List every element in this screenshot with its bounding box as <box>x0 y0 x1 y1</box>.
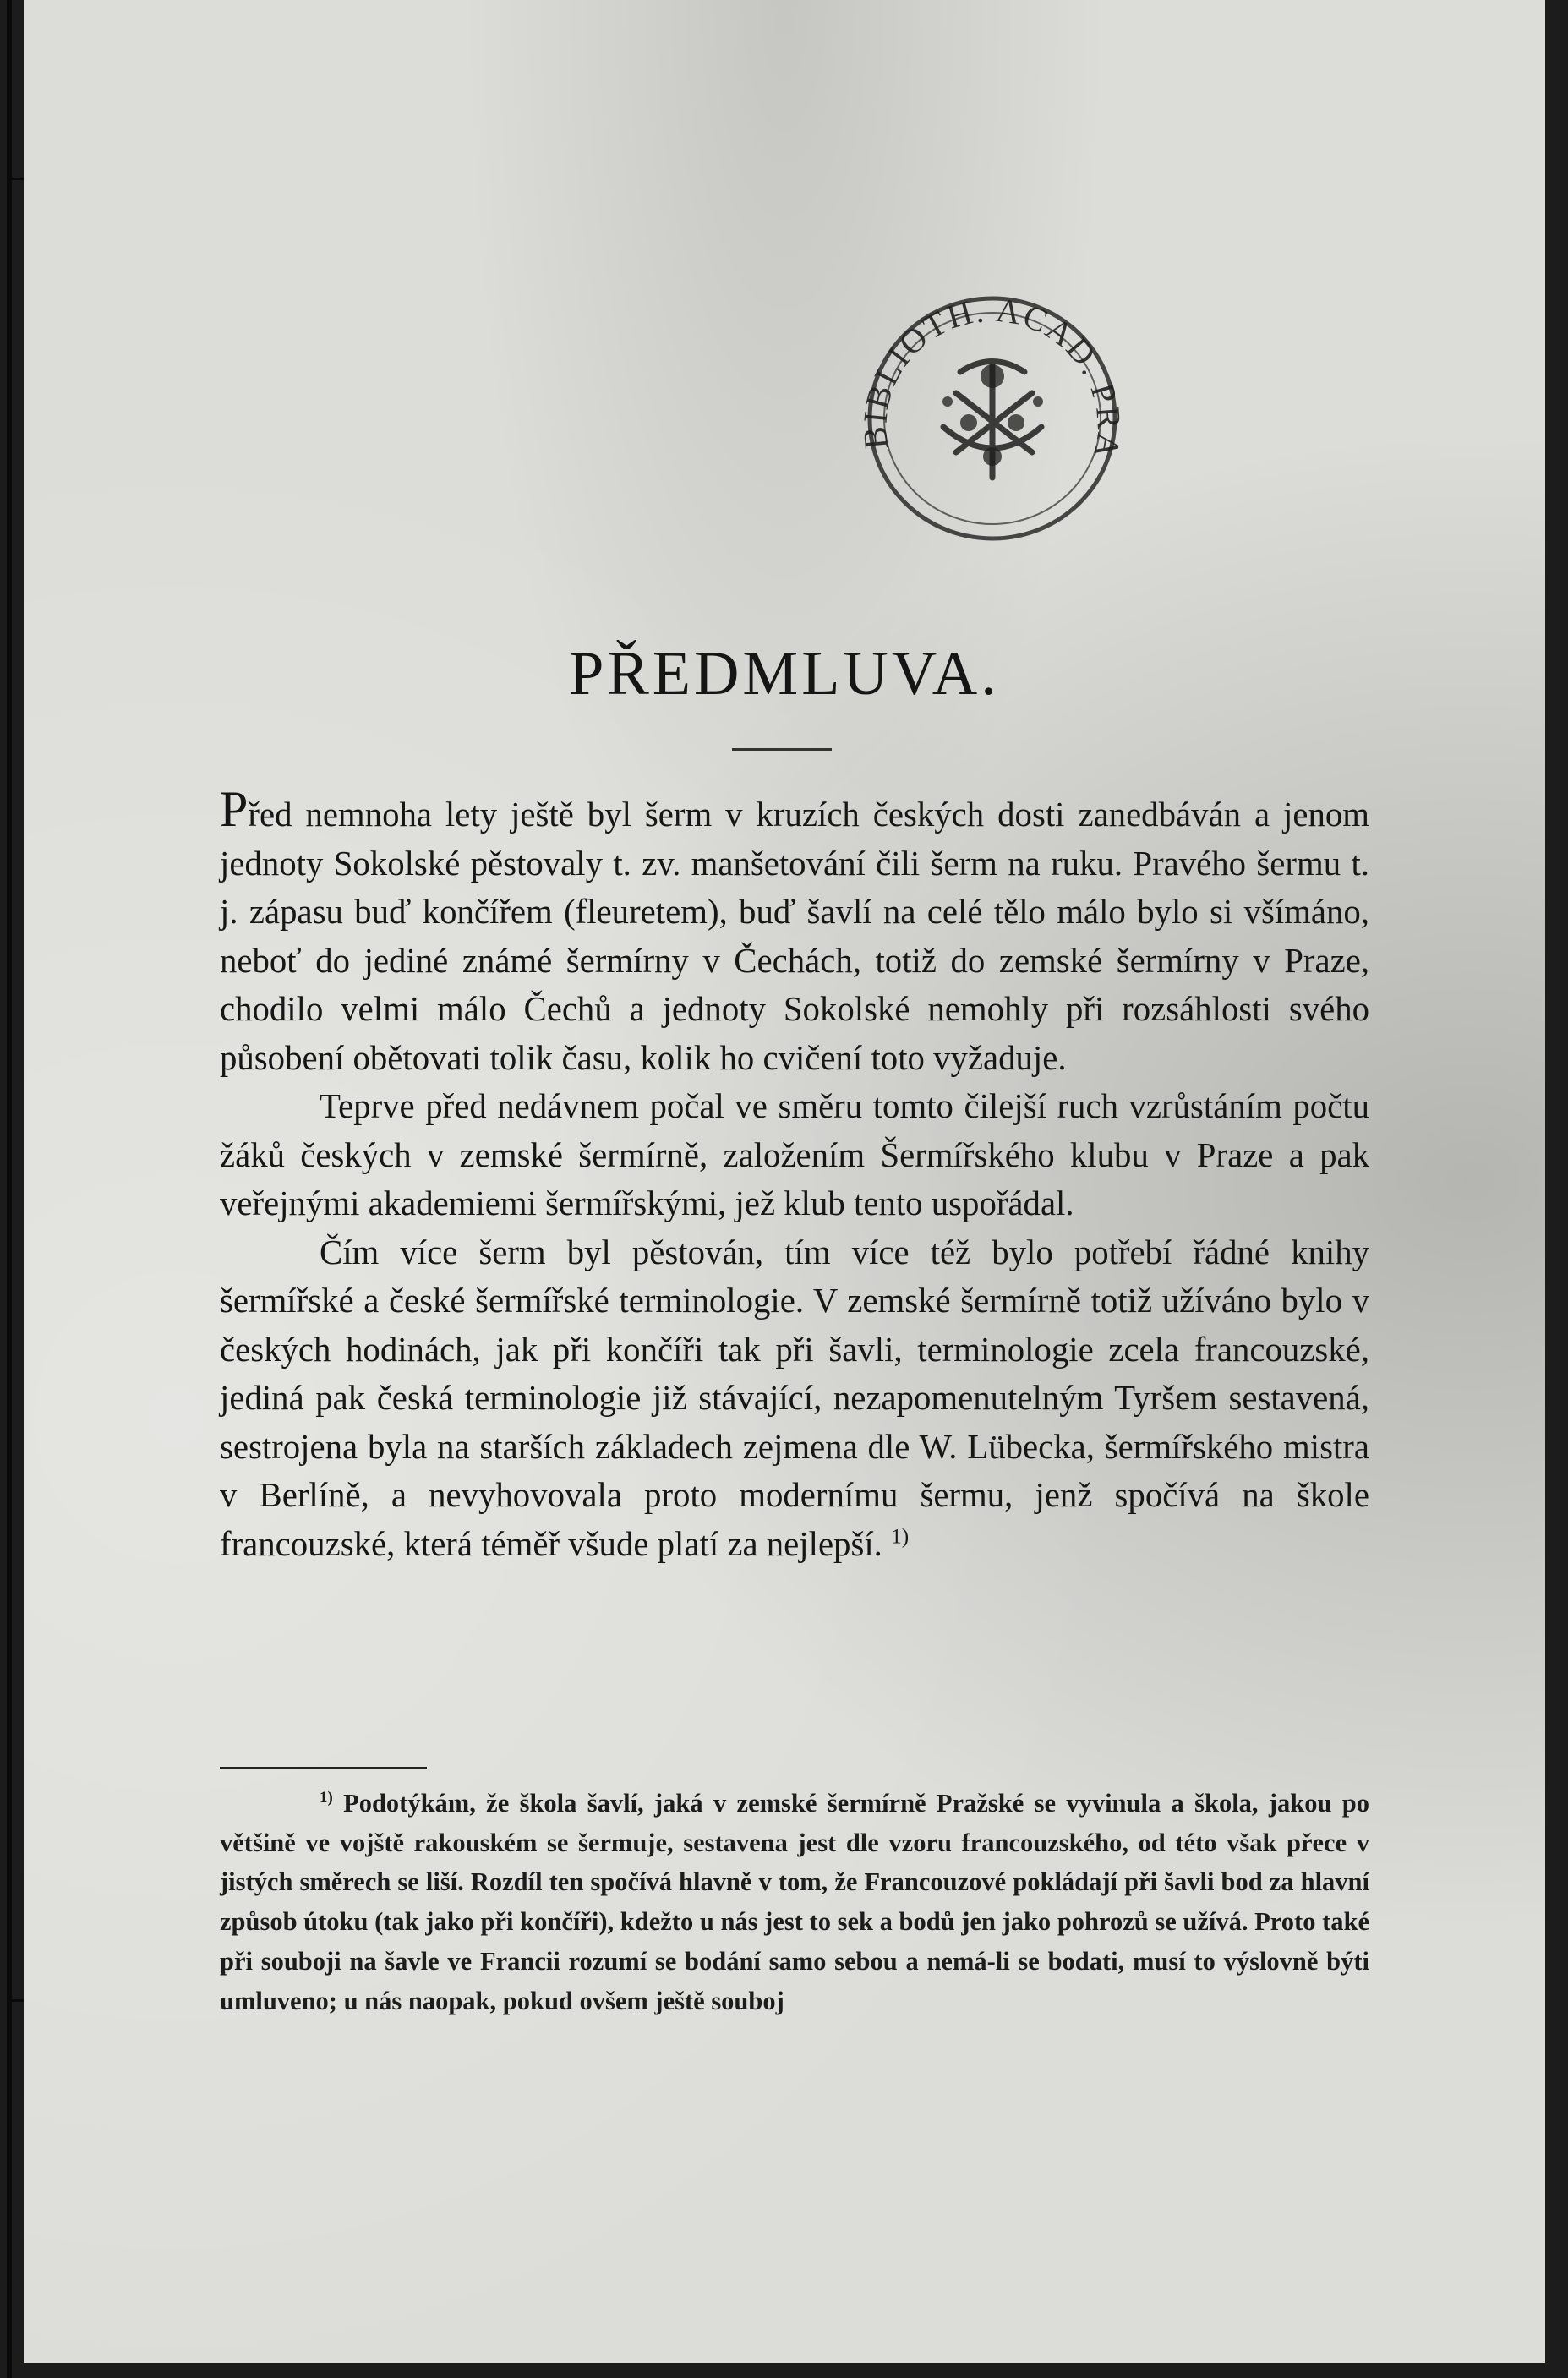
footnote-marker: 1) <box>320 1788 333 1807</box>
preface-body <box>220 781 1369 1568</box>
stamp-inscription: BIBLIOTH. ACAD. PRA <box>855 290 1129 462</box>
paragraph-3 <box>220 1228 1369 1569</box>
title-divider <box>732 748 832 751</box>
footnote <box>220 1784 1369 2020</box>
paragraph-text: Teprve před nedávnem počal ve směru tomto čilejší ruch vzrůstáním počtu žáků českých v zemské šermírně, založením Šermířského klubu v Praze a pak veřejnými akademiemi šermířskými, jež klub tento uspořádal. <box>220 1087 1369 1222</box>
page-title: PŘEDMLUVA. <box>569 639 1000 708</box>
library-seal-stamp-icon <box>842 275 1146 562</box>
book-page <box>24 0 1545 2363</box>
paragraph-1 <box>220 781 1369 1082</box>
footnote-text: Podotýkám, že škola šavlí, jaká v zemské šermírně Pražské se vyvinula a škola, jakou po většině ve vojště rakouském se šermuje, sestavena jest dle vzoru francouzského, od této však přece v jistých směrech se liší. Rozdíl ten spočívá hlavně v tom, že Francouzové pokládají při šavli bod za hlavní způsob útoku (tak jako při končíři), kdežto u nás jest to sek a bodů jen jako pohrozů se užívá. Proto také při souboji na šavle ve Francii rozumí se bodání samo sebou a nemá-li se bodati, musí to výslovně býti umluveno; u nás naopak, pokud ovšem ještě souboj <box>220 1789 1370 2015</box>
page-binding-edge <box>7 0 12 2378</box>
paragraph-2 <box>220 1082 1369 1228</box>
binding-tick <box>7 178 25 180</box>
paragraph-text: řed nemnoha lety ještě byl šerm v kruzích českých dosti zanedbáván a jenom jednoty Sokolské pěstovaly t. zv. manšetování čili šerm na ruku. Pravého šermu t. j. zápasu buď končířem (fleuretem), buď šavlí na celé tělo málo bylo si všímáno, neboť do jediné známé šermírny v Čechách, totiž do zemské šermírny v Praze, chodilo velmi málo Čechů a jednoty Sokolské nemohly při rozsáhlosti svého působení obětovati tolik času, kolik ho cvičení toto vyžaduje. <box>220 795 1369 1077</box>
drop-cap: P <box>220 781 249 837</box>
stamp-graphic <box>842 275 1146 562</box>
footnote-reference: 1) <box>891 1523 910 1548</box>
paragraph-text: Čím více šerm byl pěstován, tím více též bylo potřebí řádné knihy šermířské a české šermířské terminologie. V zemské šermírně totiž užíváno bylo v českých hodinách, jak při končíři tak při šavli, terminologie zcela francouzské, jediná pak česká terminologie již stávající, nezapomenutelným Tyršem sestavená, sestrojena byla na starších základech zejmena dle W. Lübecka, šermířského mistra v Berlíně, a nevyhovovala proto modernímu šermu, jenž spočívá na škole francouzské, která téměř všude platí za nejlepší. <box>220 1233 1369 1563</box>
binding-tick <box>7 1999 25 2002</box>
footnote-divider <box>220 1767 427 1769</box>
